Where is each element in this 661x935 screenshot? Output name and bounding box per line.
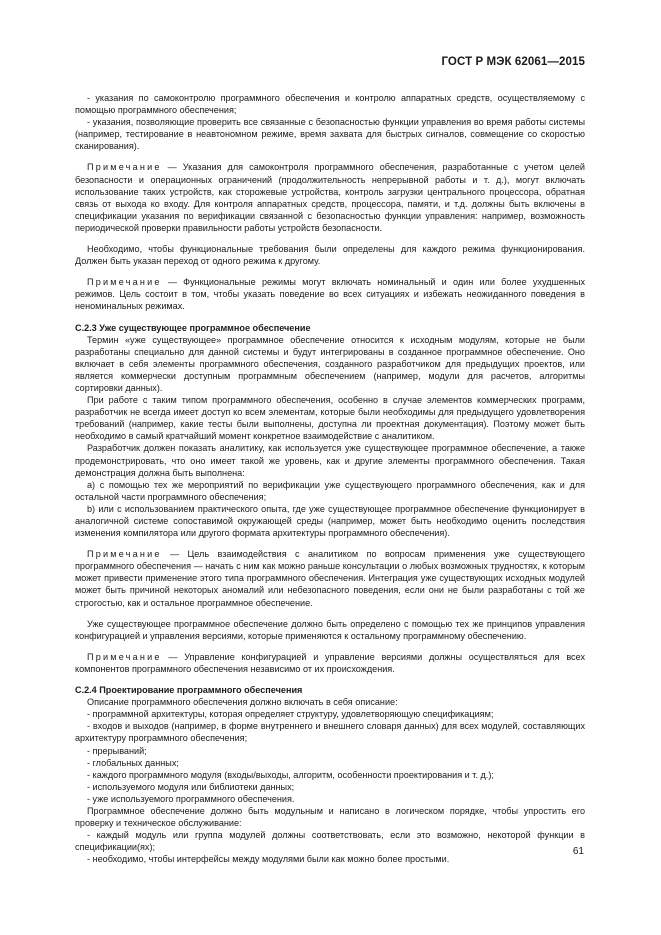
paragraph: Уже существующее программное обеспечение должно быть определено с помощью тех же принципов управления конфигурацией и управления версиями, которые применяются к остальному программному обеспечению. xyxy=(75,618,585,641)
note-text: — Указания для самоконтроля программного обеспечения, разработанные с учетом целей безопасности и операционных ограничений (продолжительность непрерывной работы и т. д.), могут включать использование таких устройств, как сторожевые устройства, контроль загрузки центрального процессора, обратная связь от выхода ко входу. Для контроля аппаратных средств, процессора, памяти, и т.д. должны быть включены в спецификации указания по верификации связанной с безопасностью функции управления: например, возможность периодической проверки правильности работы устройств безопасности. xyxy=(75,162,585,233)
page-number: 61 xyxy=(572,846,584,857)
list-item: - уже используемого программного обеспечения. xyxy=(87,793,295,804)
paragraph: При работе с таким типом программного обеспечения, особенно в случае элементов коммерческих программ, разработчик не всегда имеет доступ ко всем элементам, которые были необходимы для предыдущего удовлетворения требований (например, какие тесты были выполнены, доступна ли проектная документация). Поэтому может быть необходимо в самый кратчайший момент конкретное взаимодействие с аналитиком. xyxy=(75,395,585,442)
list-item: - входов и выходов (например, в форме внутреннего и внешнего словаря данных) для всех модулей, составляющих архитектуру программного обеспечения; xyxy=(75,721,585,744)
section-heading: С.2.4 Проектирование программного обеспечения xyxy=(75,685,303,696)
note-text: — Функциональные режимы могут включать номинальный и один или более ухудшенных режимов. Цель состоит в том, чтобы указать поведение во всех ситуациях и избежать неожиданного поведения в неноминальных режимах. xyxy=(75,277,585,312)
standard-header: ГОСТ Р МЭК 62061—2015 xyxy=(441,56,585,68)
note-text: — Цель взаимодействия с аналитиком по вопросам применения уже существующего программного обеспечения — начать с ним как можно раньше консультации о любых возможных трудностях, к которым может привести применение этого типа программного обеспечения. Интеграция уже существующих исходных модулей может быть причиной некоторых аномалий или небезопасного поведения, если они не были разработаны с той же строгостью, как и остальное программное обеспечение. xyxy=(75,549,585,608)
list-item: - используемого модуля или библиотеки данных; xyxy=(87,781,295,792)
note-label: Примечание xyxy=(87,651,162,662)
paragraph: - указания, позволяющие проверить все связанные с безопасностью функции управления во время работы системы (например, тестирование в неавтономном режиме, время захвата для быстрых сигналов, совмещение со скоростью сканирования). xyxy=(75,117,585,152)
paragraph: - указания по самоконтролю программного обеспечения и контролю аппаратных средств, осуществляемому с помощью программного обеспечения; xyxy=(75,93,585,116)
body-text xyxy=(75,92,585,865)
note xyxy=(75,651,585,675)
list-item: - глобальных данных; xyxy=(87,757,179,768)
note-label: Примечание xyxy=(87,162,162,173)
paragraph: Программное обеспечение должно быть модульным и написано в логическом порядке, чтобы упростить его проверку и техническое обслуживание: xyxy=(75,805,585,829)
list-item: - необходимо, чтобы интерфейсы между модулями были как можно более простыми. xyxy=(87,854,450,865)
note xyxy=(75,161,585,234)
paragraph: Термин «уже существующее» программное обеспечение относится к исходным модулям, которые не были разработаны специально для данной системы и будут интегрированы в созданное программное обеспечение. Оно включает в себя элементы программного обеспечения, созданного разработчиком для предыдущих проектов, или является коммерчески доступным программным обеспечением (например, модули для расчетов, алгоритмы сортировки данных). xyxy=(75,334,585,393)
list-item: - прерываний; xyxy=(87,745,147,756)
note xyxy=(75,548,585,608)
list-item: - каждый модуль или группа модулей должны соответствовать, если это возможно, некоторой функции в спецификации(ях); xyxy=(75,830,585,853)
note-label: Примечание xyxy=(87,277,162,288)
paragraph: Необходимо, чтобы функциональные требования были определены для каждого режима функционирования. Должен быть указан переход от одного режима к другому. xyxy=(75,244,585,267)
list-item: - каждого программного модуля (входы/выходы, алгоритм, особенности проектирования и т. д.); xyxy=(87,769,494,780)
section-heading: С.2.3 Уже существующее программное обеспечение xyxy=(75,322,311,333)
note xyxy=(75,276,585,312)
paragraph: а) с помощью тех же мероприятий по верификации уже существующего программного обеспечения, как и для остальной части программного обеспечения; xyxy=(75,479,585,502)
paragraph: b) или с использованием практического опыта, где уже существующее программное обеспечение функционирует в аналогичной системе сопоставимой окружающей среды (например, может быть необходимо оценить последствия изменения компилятора или другого формата архитектуры программного обеспечения). xyxy=(75,503,585,539)
paragraph: Разработчик должен показать аналитику, как используется уже существующее программное обеспечение, а также продемонстрировать, что оно имеет такой же уровень, как и другие элементы программного обеспечения. Такая демонстрация должна быть выполнена: xyxy=(75,443,585,478)
note-label: Примечание xyxy=(87,549,162,560)
paragraph: Описание программного обеспечения должно включать в себя описание: xyxy=(87,697,398,708)
note-text: — Управление конфигурацией и управление версиями должны осуществляться для всех компонентов программного обеспечения независимо от их происхождения. xyxy=(75,651,585,674)
list-item: - программной архитектуры, которая определяет структуру, удовлетворяющую спецификациям; xyxy=(87,709,494,720)
